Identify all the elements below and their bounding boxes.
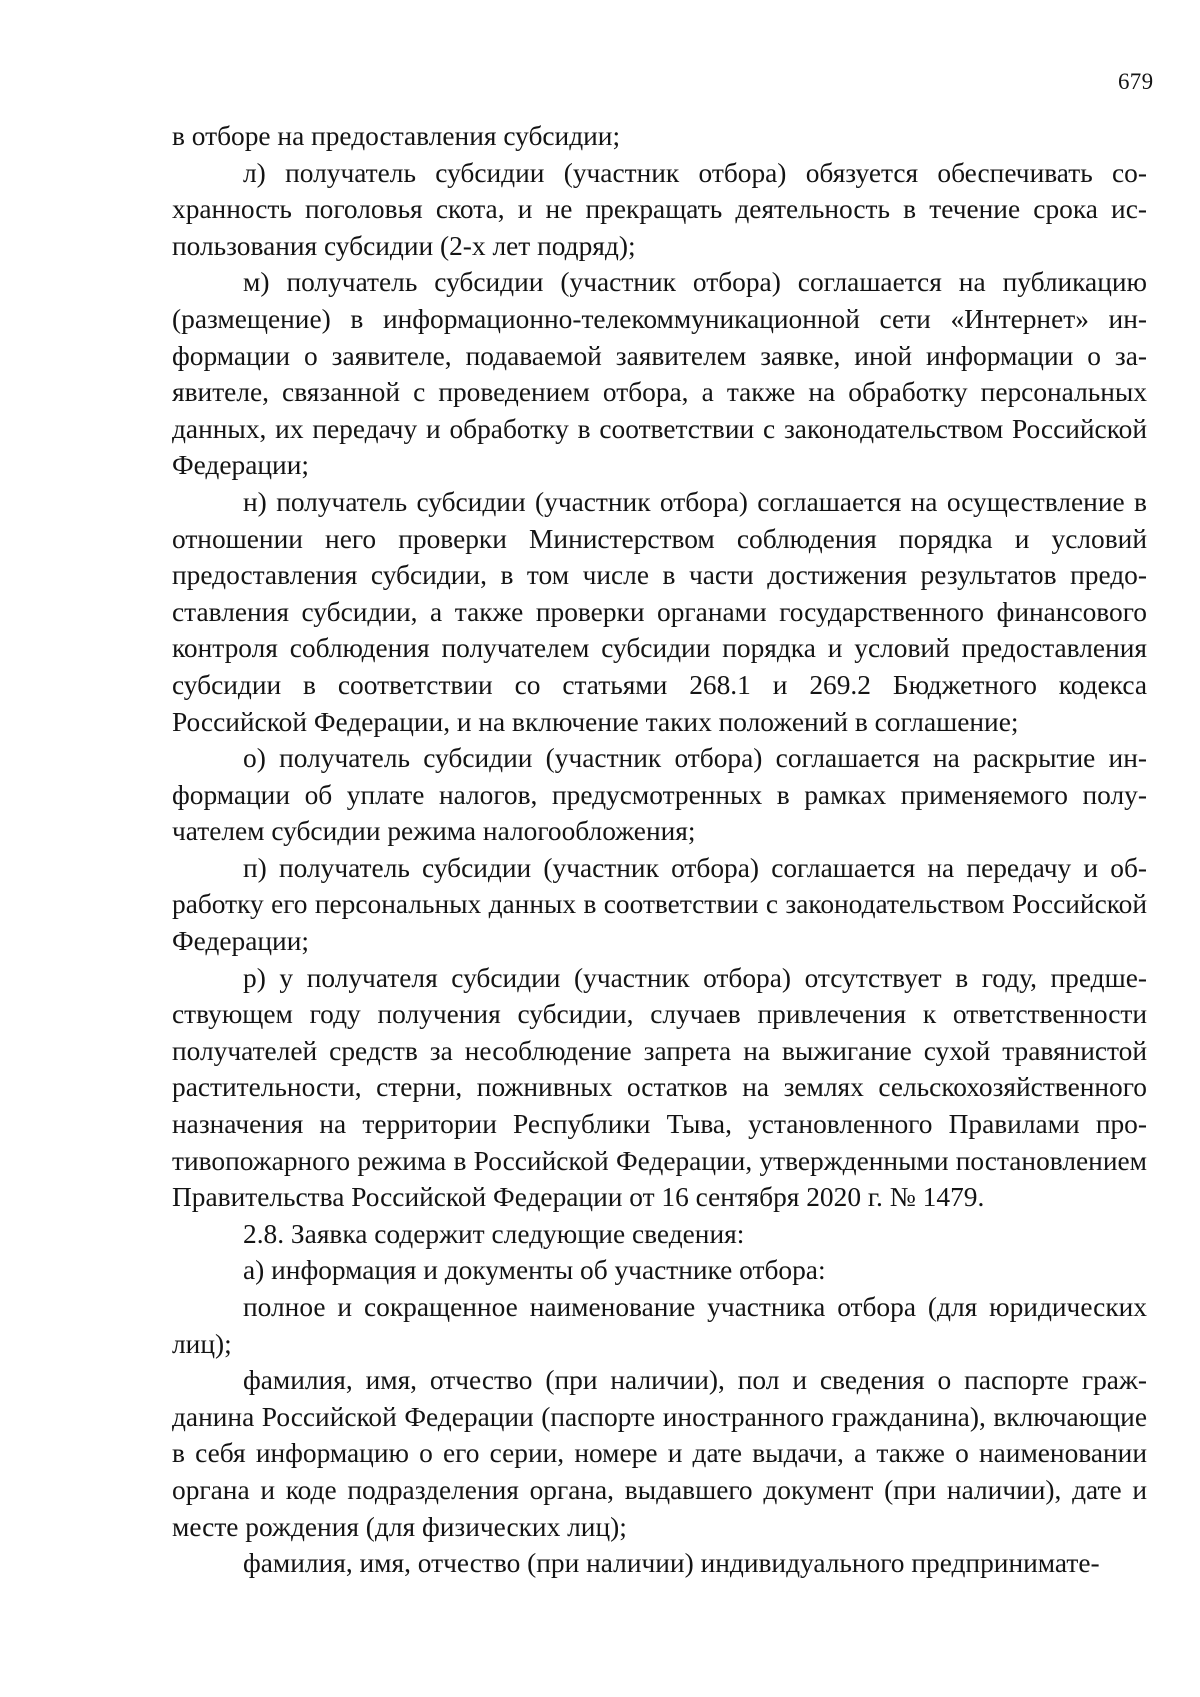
paragraph-entrepreneur-info: фамилия, имя, отчество (при наличии) индивидуального предпринимате-	[243, 1548, 1100, 1579]
paragraph-section-2-8: 2.8. Заявка содержит следующие сведения:	[243, 1218, 745, 1249]
paragraph-item-m: м) получатель субсидии (участник отбора) соглашается на публикацию (размещение) в информационно-телекоммуникационной сети «Интернет» информации о заявителе, подаваемой заявителем заявке, иной информации о заявителе, связанной с проведением отбора, а также на обработку персональных данных, их передачу и обработку в соответствии с законодательством Российской Федерации;	[172, 267, 1147, 481]
page-number: 679	[1118, 69, 1154, 94]
paragraph-item-l: л) получатель субсидии (участник отбора) обязуется обеспечивать сохранность поголовья скота, и не прекращать деятельность в течение срока использования субсидии (2-х лет подряд);	[172, 157, 1147, 261]
paragraph-individual-info: фамилия, имя, отчество (при наличии), пол и сведения о паспорте гражданина Российской Федерации (паспорте иностранного гражданина), включающие в себя информацию о его серии, номере и дате выдачи, а также о наименовании органа и коде подразделения органа, выдавшего документ (при наличии), дате и месте рождения (для физических лиц);	[172, 1365, 1147, 1542]
paragraph-item-n: н) получатель субсидии (участник отбора) соглашается на осуществление в отношении него проверки Министерством соблюдения порядка и условий предоставления субсидии, в том числе в части достижения результатов предоставления субсидии, а также проверки органами государственного финансового контроля соблюдения получателем субсидии порядка и условий предоставления субсидии в соответствии со статьями 268.1 и 269.2 Бюджетного кодекса Российской Федерации, и на включение таких положений в соглашение;	[172, 486, 1147, 737]
paragraph-item-a: а) информация и документы об участнике отбора:	[243, 1255, 826, 1286]
paragraph-item-r: р) у получателя субсидии (участник отбора) отсутствует в году, предшествующем году получения субсидии, случаев привлечения к ответственности получателей средств за несоблюдение запрета на выжигание сухой травянистой растительности, стерни, пожнивных остатков на землях сельскохозяйственного назначения на территории Республики Тыва, установленного Правилами противопожарного режима в Российской Федерации, утвержденными постановлением Правительства Российской Федерации от 16 сентября 2020 г. № 1479.	[172, 962, 1147, 1213]
paragraph-item-o: о) получатель субсидии (участник отбора) соглашается на раскрытие информации об уплате налогов, предусмотренных в рамках применяемого получателем субсидии режима налогообложения;	[172, 743, 1147, 847]
paragraph-continuation: в отборе на предоставления субсидии;	[172, 121, 621, 151]
document-body	[172, 118, 1147, 1582]
paragraph-legal-entity-name: полное и сокращенное наименование участника отбора (для юридических лиц);	[172, 1292, 1147, 1359]
paragraph-item-p: п) получатель субсидии (участник отбора) соглашается на передачу и обработку его персональных данных в соответствии с законодательством Российской Федерации;	[172, 852, 1147, 957]
